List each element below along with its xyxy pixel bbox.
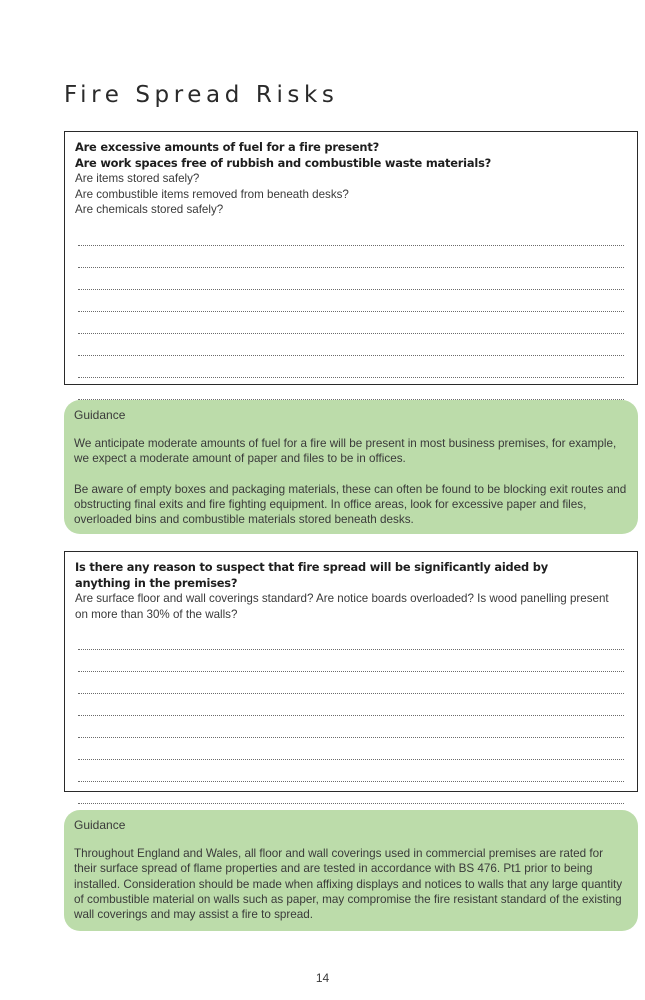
guidance-paragraph: We anticipate moderate amounts of fuel for a fire will be present in most business premises, for example, we expect a moderate amount of paper and files to be in offices. bbox=[74, 437, 617, 466]
answer-line[interactable] bbox=[78, 672, 624, 694]
guidance-box-coverings bbox=[64, 810, 638, 931]
answer-line[interactable] bbox=[78, 628, 624, 650]
question-box-spread bbox=[64, 551, 638, 792]
answer-line[interactable] bbox=[78, 694, 624, 716]
answer-line[interactable] bbox=[78, 760, 624, 782]
page-title: Fire Spread Risks bbox=[64, 82, 339, 108]
guidance-label: Guidance bbox=[74, 408, 126, 422]
guidance-label: Guidance bbox=[74, 818, 126, 832]
answer-line[interactable] bbox=[78, 378, 624, 400]
answer-line[interactable] bbox=[78, 782, 624, 804]
guidance-paragraph: Be aware of empty boxes and packaging materials, these can often be found to be blocking exit routes and obstructing final exits and fire fighting equipment. In office areas, look for excessive paper and files, overloaded bins and combustible materials stored beneath desks. bbox=[74, 482, 627, 527]
answer-lines[interactable] bbox=[75, 224, 624, 400]
question-text: Are surface floor and wall coverings standard? Are notice boards overloaded? Is wood panelling present on more than 30% of the walls? bbox=[75, 592, 609, 621]
question-text: Are items stored safely? bbox=[75, 172, 200, 185]
answer-line[interactable] bbox=[78, 268, 624, 290]
question-box-fuel bbox=[64, 131, 638, 385]
guidance-paragraph: Throughout England and Wales, all floor and wall coverings used in commercial premises are rated for their surface spread of flame properties and are tested in accordance with BS 476. Pt1 prior to being installed. Consideration should be made when affixing displays and notices to walls that any large quantity of combustible material on walls such as paper, may compromise the fire resistant standard of the existing wall coverings and may assist a fire to spread. bbox=[74, 847, 623, 922]
guidance-box-fuel bbox=[64, 400, 638, 534]
answer-line[interactable] bbox=[78, 650, 624, 672]
answer-line[interactable] bbox=[78, 246, 624, 268]
question-bold: Is there any reason to suspect that fire spread will be significantly aided by anything in the premises? bbox=[75, 560, 548, 590]
question-text: Are chemicals stored safely? bbox=[75, 203, 224, 216]
answer-lines[interactable] bbox=[75, 628, 624, 804]
answer-line[interactable] bbox=[78, 738, 624, 760]
answer-line[interactable] bbox=[78, 356, 624, 378]
page-number: 14 bbox=[315, 971, 330, 985]
answer-line[interactable] bbox=[78, 290, 624, 312]
answer-line[interactable] bbox=[78, 224, 624, 246]
answer-line[interactable] bbox=[78, 334, 624, 356]
answer-line[interactable] bbox=[78, 716, 624, 738]
question-bold: Are excessive amounts of fuel for a fire present? bbox=[75, 140, 379, 154]
question-bold: Are work spaces free of rubbish and combustible waste materials? bbox=[75, 156, 492, 170]
question-text: Are combustible items removed from beneath desks? bbox=[75, 187, 349, 201]
answer-line[interactable] bbox=[78, 312, 624, 334]
